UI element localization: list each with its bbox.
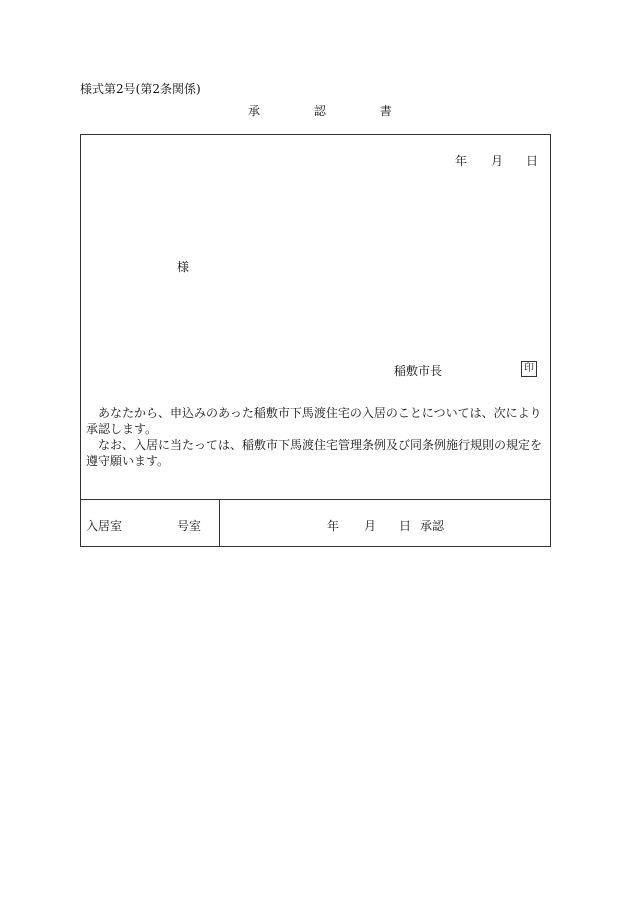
approval-date-day: 日 [399,519,412,533]
form-number-label: 様式第2号(第2条関係) [80,82,201,96]
document-title [248,102,392,119]
addressee-honorific: 様 [177,260,190,274]
issuer-title: 稲敷市長 [394,364,443,378]
issue-date-month: 月 [491,154,504,168]
issue-date-day: 日 [526,154,539,168]
seal-stamp-mark: 印 [521,361,537,377]
body-paragraph-compliance: なお、入居に当たっては、稲敷市下馬渡住宅管理条例及び同条例施行規則の規定を遵守願います。 [86,438,543,468]
body-paragraph-approval: あなたから、申込みのあった稲敷市下馬渡住宅の入居のことについては、次により承認します。 [86,406,542,436]
room-label: 入居室 [86,519,123,533]
issue-date-year: 年 [455,154,468,168]
approval-date-year: 年 [327,519,340,533]
approval-body-text [86,405,548,469]
approval-word: 承認 [420,519,445,533]
title-char-2: 認 [313,104,326,118]
room-number-suffix: 号室 [177,519,202,533]
title-char-3: 書 [379,104,392,118]
approval-date-month: 月 [364,519,377,533]
approval-form-frame [80,134,551,547]
footer-row-divider [81,499,550,500]
footer-column-divider [219,499,220,546]
title-char-1: 承 [248,104,261,118]
